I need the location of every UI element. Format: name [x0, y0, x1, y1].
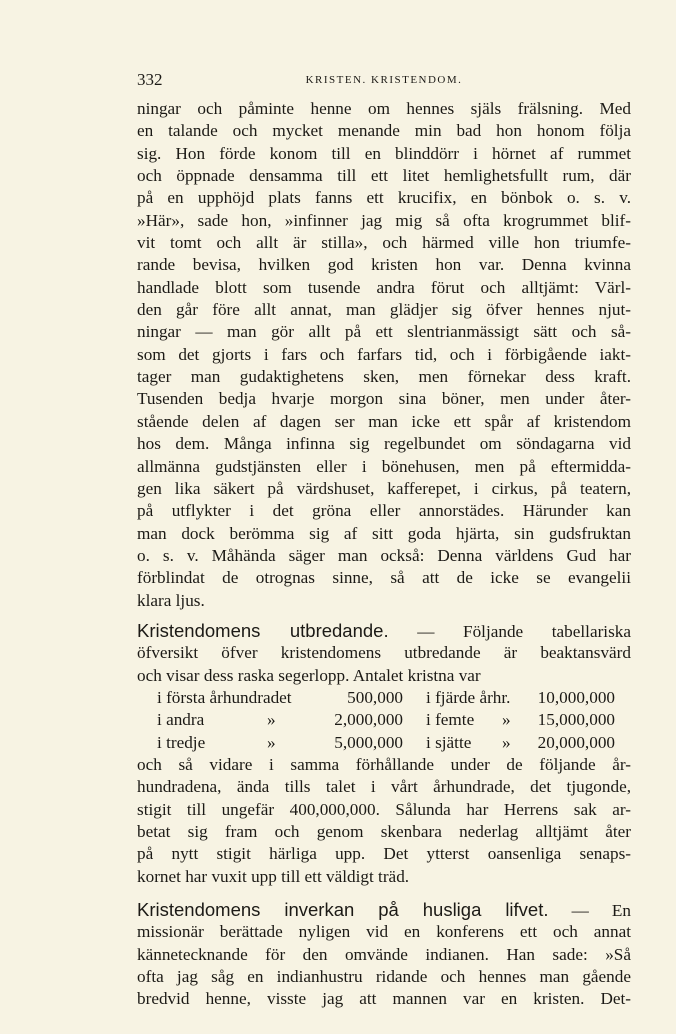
text-line: ofta jag såg en indianhustru ridande och hennes man gående	[137, 967, 631, 987]
text-line: — Följande tabellariska	[417, 621, 631, 641]
section-heading-line	[137, 899, 631, 921]
text-line: och öppnade densamma till ett litet hemlighetsfullt rum, där	[137, 166, 631, 186]
text-line: på en upphöjd plats fanns ett krucifix, en bönbok o. s. v.	[137, 188, 631, 208]
text-line: »Här», sade hon, »infinner jag mig så ofta krogrummet blif-	[137, 210, 631, 230]
page-number: 332	[137, 70, 163, 89]
text-line: den går före allt annat, man glädjer sig öfver hennes njut-	[137, 300, 631, 320]
section-heading: Kristendomens utbredande.	[137, 619, 389, 641]
text-line: betat sig fram och genom skenbara nederlag alltjämt åter	[137, 821, 631, 841]
section-heading: Kristendomens inverkan på husliga lifvet.	[137, 899, 549, 920]
text-line: gen lika säkert på värdshuset, kafferepet, i cirkus, på teatern,	[137, 478, 631, 498]
table-cell-value: 2,000,000	[334, 710, 403, 730]
table-cell-label: i fjärde århr.	[426, 687, 511, 707]
text-line: på utflykter i det gröna eller annorstädes. Härunder kan	[137, 501, 631, 521]
table-cell-value: 20,000,000	[537, 732, 615, 752]
table-cell-ditto: »	[502, 732, 511, 752]
page-body	[137, 98, 631, 1011]
section-domestic-life	[137, 899, 631, 1011]
text-line: sig. Hon förde konom till en blinddörr i hörnet af rummet	[137, 143, 631, 163]
table-cell-ditto: »	[267, 710, 276, 730]
text-line: tager man gudaktighetens sken, men förnekar dess kraft.	[137, 367, 631, 387]
text-line: förblindat de otrognas sinne, så att de icke se evangelii	[137, 568, 631, 588]
table-cell-label: i sjätte	[426, 732, 472, 752]
statistics-table	[137, 687, 631, 754]
text-line: och så vidare i samma förhållande under de följande år-	[137, 754, 631, 774]
text-line: Tusenden bedja hvarje morgon sina böner, men under åter-	[137, 389, 631, 409]
text-line: öfversikt öfver kristendomens utbredande är beaktansvärd	[137, 643, 631, 663]
text-line: klara ljus.	[137, 590, 205, 610]
text-line: bredvid henne, visste jag att mannen var en kristen. Det-	[137, 989, 631, 1009]
text-line: stigit till ungefär 400,000,000. Sålunda har Herrens sak ar-	[137, 799, 631, 819]
text-line: hundradena, ända tills talet i vårt århundrade, det tjugonde,	[137, 777, 631, 797]
text-line: handlade blott som tusende andra förut och alltjämt: Värl-	[137, 277, 631, 297]
text-line: vit tomt och allt är stilla», och härmed ville hon triumfe-	[137, 233, 631, 253]
text-line: kornet har vuxit upp till ett väldigt träd.	[137, 866, 410, 886]
page-header	[137, 70, 631, 90]
text-line: rande bevisa, hvilken god kristen hon var. Denna kvinna	[137, 255, 631, 275]
paragraph-intro	[137, 98, 631, 612]
section-heading-line	[137, 620, 631, 642]
text-line: ningar och påminte henne om hennes själs frälsning. Med	[137, 99, 631, 118]
running-title: KRISTEN. KRISTENDOM.	[305, 74, 463, 86]
text-line: ningar — man gör allt på ett slentrianmässigt sätt och så-	[137, 322, 631, 342]
table-row	[137, 687, 631, 709]
text-line: kännetecknande för den omvände indianen. Han sade: »Så	[137, 944, 631, 964]
section-christianity-spread	[137, 620, 631, 888]
text-line: en talande och mycket menande min bad hon honom följa	[137, 121, 631, 141]
text-line: hos dem. Många infinna sig regelbundet om söndagarna vid	[137, 434, 631, 454]
table-cell-label: i andra	[157, 710, 205, 730]
table-cell-value: 15,000,000	[537, 710, 615, 730]
text-line: på nytt stigit härliga upp. Det ytterst oansenliga senaps-	[137, 844, 631, 864]
text-line: missionär berättade nyligen vid en konferens ett och annat	[137, 922, 631, 942]
table-row	[137, 709, 631, 731]
table-cell-label: i tredje	[157, 732, 206, 752]
table-row	[137, 732, 631, 754]
table-cell-label: i första århundradet	[157, 687, 292, 707]
table-cell-value: 5,000,000	[334, 732, 403, 752]
table-cell-value: 10,000,000	[537, 687, 615, 707]
table-cell-ditto: »	[502, 710, 511, 730]
table-cell-label: i femte	[426, 710, 475, 730]
text-line: man dock berömma sig af sitt goda hjärta, sin gudsfruktan	[137, 523, 631, 543]
text-line: allmänna gudstjänsten eller i bönehusen, men på eftermidda-	[137, 456, 631, 476]
text-line: stående delen af dagen ser man icke ett spår af kristendom	[137, 411, 631, 431]
table-cell-value: 500,000	[347, 687, 403, 707]
text-line: som det gjorts i fars och farfars tid, och i förbigående iakt-	[137, 344, 631, 364]
text-line: och visar dess raska segerlopp. Antalet kristna var	[137, 665, 481, 685]
text-line: o. s. v. Måhända säger man också: Denna världens Gud har	[137, 545, 631, 565]
text-line: — En	[571, 901, 632, 920]
table-cell-ditto: »	[267, 732, 276, 752]
